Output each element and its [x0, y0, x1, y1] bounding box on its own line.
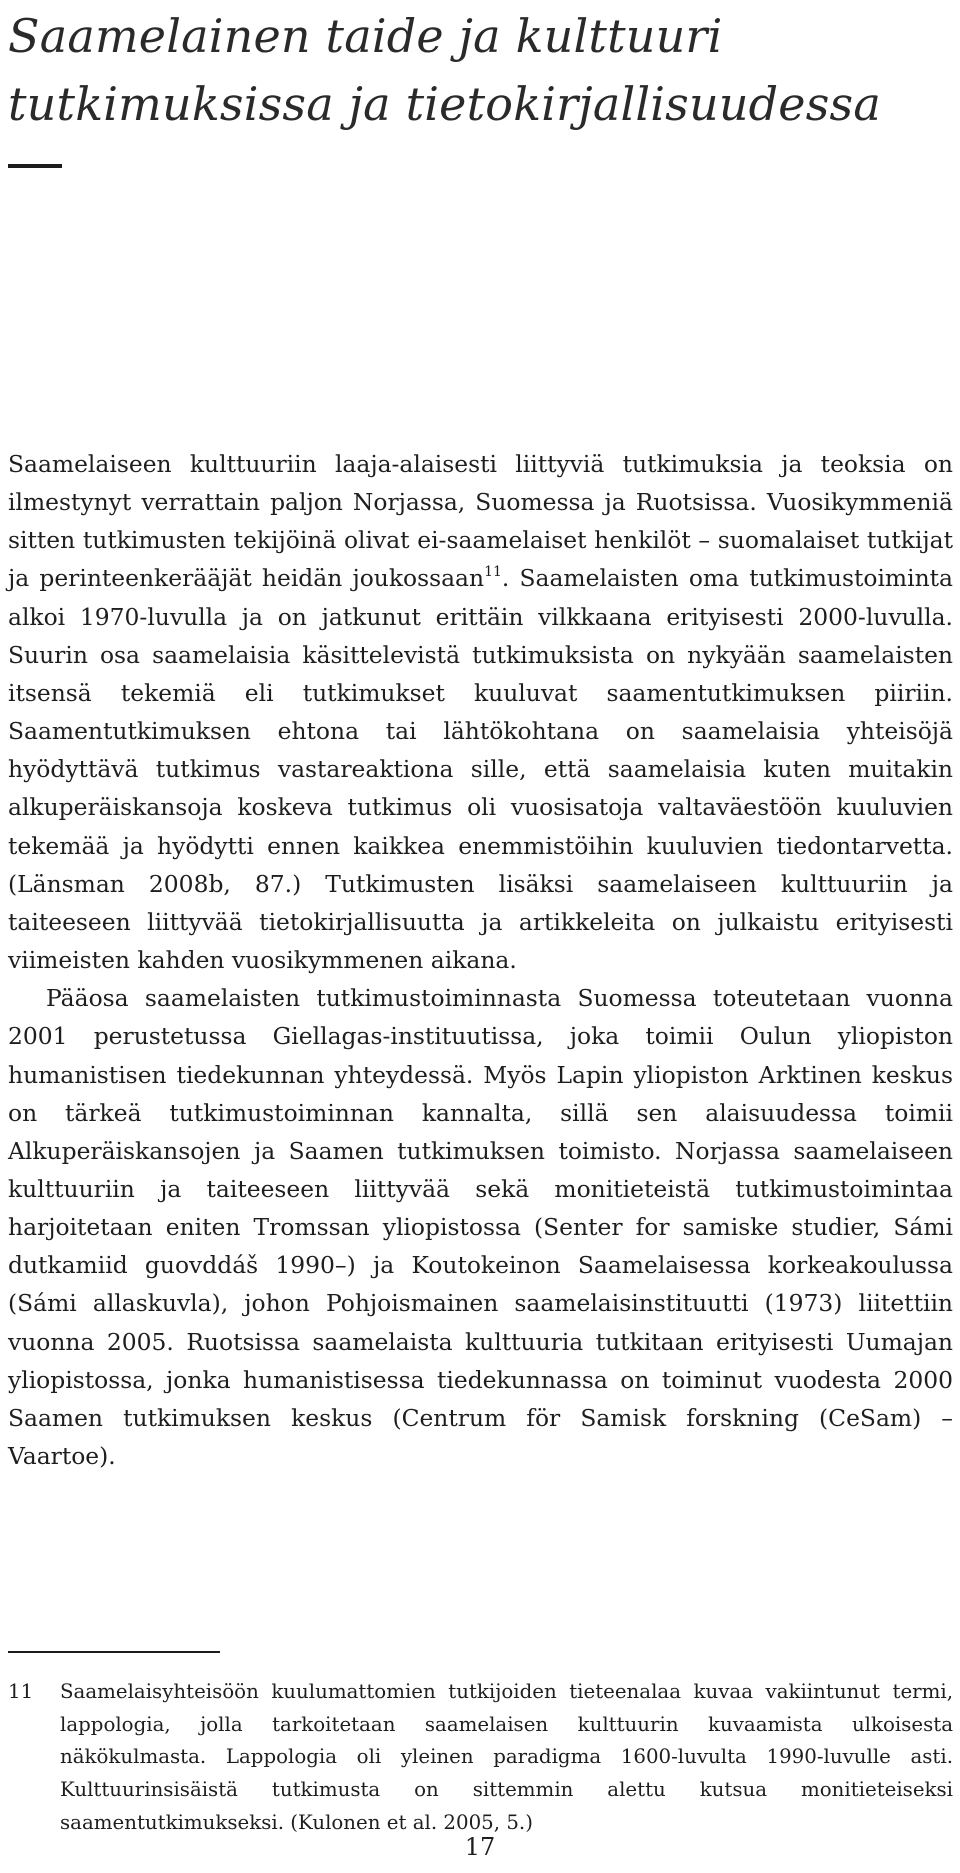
paragraph-1-text-end: . Saamelaisten oma tutkimustoiminta alkoi 1970-luvulla ja on jatkunut erittäin vilkkaana erityisesti 2000-luvulla. Suurin osa saamelaisia käsittelevistä tutkimuksista on nykyään saamelaisten itsensä tekemiä eli tutkimukset kuuluvat saamentutkimuksen piiriin. Saamentutkimuksen ehtona tai lähtökohtana on saamelaisia yhteisöjä hyödyttävä tutkimus vastareaktiona sille, että saamelaisia kuten muitakin alkuperäiskansoja koskeva tutkimus oli vuosisatoja valtaväestöön kuuluvien tekemää ja hyödytti ennen kaikkea enemmistöihin kuuluvien tiedontarvetta. (Länsman 2008b, 87.) Tutkimusten lisäksi saamelaiseen kulttuuriin ja taiteeseen liittyvää tietokirjallisuutta ja artikkeleita on julkaistu erityisesti viimeisten kahden vuosikymmenen aikana.: [8, 564, 954, 975]
paragraph-1-text-start: Saamelaiseen kulttuuriin laaja-alaisesti liittyviä tutkimuksia ja teoksia on ilmestynyt verrattain paljon Norjassa, Suomessa ja Ruotsissa. Vuosikymmeniä sitten tutkimusten tekijöinä olivat ei-saamelaiset henkilöt – suomalaiset tutkijat ja perinteenkerääjät heidän joukossaan: [8, 450, 953, 593]
footnote-number: 11: [8, 1680, 34, 1703]
footnote-text: Saamelaisyhteisöön kuulumattomien tutkijoiden tieteenalaa kuvaa vakiintunut termi, lappologia, jolla tarkoitetaan saamelaisen kulttuurin kuvaamista ulkoisesta näkökulmasta. Lappologia oli yleinen paradigma 1600-luvulta 1990-luvulle asti. Kulttuurinsisäistä tutkimusta on sittemmin alettu kutsua monitieteiseksi saamentutkimukseksi. (Kulonen et al. 2005, 5.): [60, 1680, 953, 1834]
footnote: [8, 1676, 953, 1840]
page-number: 17: [464, 1833, 496, 1861]
chapter-title-line-1: Saamelainen taide ja kulttuuri: [8, 9, 723, 63]
body-text: [8, 445, 953, 1475]
chapter-title-line-2: tutkimuksissa ja tietokirjallisuudessa: [8, 77, 881, 131]
chapter-title: [8, 2, 948, 138]
footnote-separator-rule: [8, 1651, 220, 1653]
footnote-reference: 11: [484, 564, 502, 581]
title-underline-rule: [8, 164, 62, 168]
paragraph-2: Pääosa saamelaisten tutkimustoiminnasta Suomessa toteutetaan vuonna 2001 perustetussa Giellagas-instituutissa, joka toimii Oulun yliopiston humanistisen tiedekunnan yhteydessä. Myös Lapin yliopiston Arktinen keskus on tärkeä tutkimustoiminnan kannalta, sillä sen alaisuudessa toimii Alkuperäiskansojen ja Saamen tutkimuksen toimisto. Norjassa saamelaiseen kulttuuriin ja taiteeseen liittyvää sekä monitieteistä tutkimustoimintaa harjoitetaan eniten Tromssan yliopistossa (Senter for samiske studier, Sámi dutkamiid guovddáš 1990–) ja Koutokeinon Saamelaisessa korkeakoulussa (Sámi allaskuvla), johon Pohjoismainen saamelaisinstituutti (1973) liitettiin vuonna 2005. Ruotsissa saamelaista kulttuuria tutkitaan erityisesti Uumajan yliopistossa, jonka humanistisessa tiedekunnassa on toiminut vuodesta 2000 Saamen tutkimuksen keskus (Centrum för Samisk forskning (CeSam) – Vaartoe).: [8, 984, 953, 1471]
paragraph-1: [8, 445, 953, 979]
